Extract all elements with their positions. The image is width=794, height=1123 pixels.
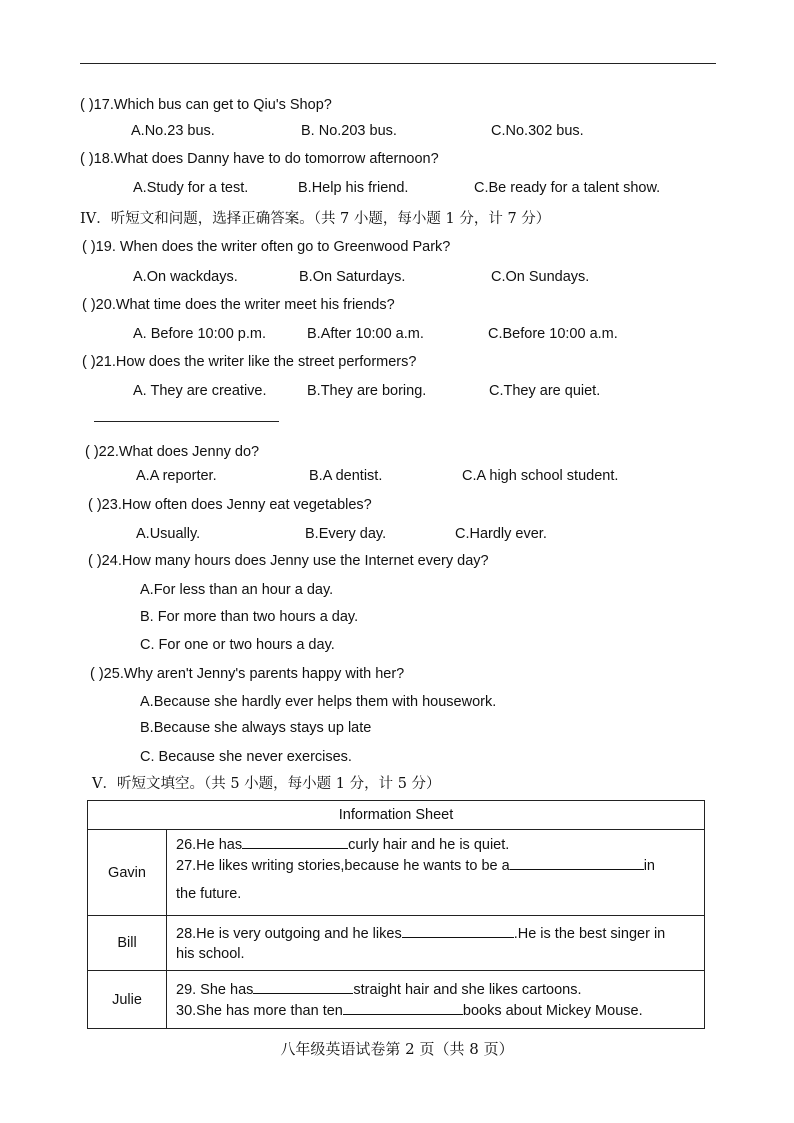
q19-option-c: C.On Sundays. [491,269,590,285]
line-28-cont: his school. [176,945,245,962]
question-22: ( )22.What does Jenny do? [85,444,260,460]
blank-29[interactable] [253,979,353,994]
table-title: Information Sheet [88,801,705,830]
q22-option-b: B.A dentist. [309,468,383,484]
question-20: ( )20.What time does the writer meet his friends? [82,297,395,313]
table-row-gavin [88,830,705,916]
question-23: ( )23.How often does Jenny eat vegetables? [88,497,372,513]
q24-option-c: C. For one or two hours a day. [140,637,335,653]
q25-option-b: B.Because she always stays up late [140,720,372,736]
line-30-end: books about Mickey Mouse. [462,1002,643,1019]
q25-option-a: A.Because she hardly ever helps them with housework. [140,694,497,710]
q23-option-c: C.Hardly ever. [455,526,547,542]
information-sheet-table [87,800,705,1029]
q21-option-c: C.They are quiet. [489,383,601,399]
q24-option-a: A.For less than an hour a day. [140,582,334,598]
blank-30[interactable] [343,1000,463,1015]
name-julie: Julie [88,971,167,1029]
blank-26[interactable] [242,834,348,849]
table-row-julie [88,971,705,1029]
q17-option-a: A.No.23 bus. [131,123,215,139]
question-18: ( )18.What does Danny have to do tomorrow afternoon? [80,151,439,167]
question-25: ( )25.Why aren't Jenny's parents happy with her? [90,666,405,682]
line-26-start: 26.He has [176,836,243,853]
name-gavin: Gavin [88,830,167,916]
blank-28[interactable] [402,923,514,938]
q24-option-b: B. For more than two hours a day. [140,609,359,625]
line-28-start: 28.He is very outgoing and he likes [176,925,402,942]
q20-option-c: C.Before 10:00 a.m. [488,326,618,342]
q19-option-b: B.On Saturdays. [299,269,406,285]
blank-27[interactable] [510,855,644,870]
q17-option-c: C.No.302 bus. [491,123,584,139]
separator-line [94,421,279,422]
section-4-heading: IV．听短文和问题，选择正确答案。（共 7 小题，每小题 1 分，计 7 分） [80,211,551,227]
question-21: ( )21.How does the writer like the street performers? [82,354,417,370]
page-footer: 八年级英语试卷第 2 页（共 8 页） [280,1040,514,1058]
line-28-end: .He is the best singer in [513,925,666,942]
line-27-cont: the future. [176,885,242,902]
question-17: ( )17.Which bus can get to Qiu's Shop? [80,97,332,113]
q21-option-b: B.They are boring. [307,383,427,399]
q22-option-c: C.A high school student. [462,468,619,484]
line-30-start: 30.She has more than ten [176,1002,343,1019]
table-row-bill [88,916,705,971]
q18-option-a: A.Study for a test. [133,180,249,196]
section-5-heading: V．听短文填空。（共 5 小题，每小题 1 分，计 5 分） [92,776,441,792]
q20-option-a: A. Before 10:00 p.m. [133,326,266,342]
line-27-start: 27.He likes writing stories,because he wants to be a [176,857,510,874]
q23-option-b: B.Every day. [305,526,387,542]
line-26-end: curly hair and he is quiet. [348,836,510,853]
line-27-end: in [643,857,655,874]
q20-option-b: B.After 10:00 a.m. [307,326,424,342]
question-19: ( )19. When does the writer often go to Greenwood Park? [82,239,451,255]
question-24: ( )24.How many hours does Jenny use the Internet every day? [88,553,489,569]
q21-option-a: A. They are creative. [133,383,267,399]
top-rule [80,63,716,64]
name-bill: Bill [88,916,167,971]
q22-option-a: A.A reporter. [136,468,217,484]
q17-option-b: B. No.203 bus. [301,123,397,139]
q19-option-a: A.On wackdays. [133,269,238,285]
q23-option-a: A.Usually. [136,526,201,542]
q25-option-c: C. Because she never exercises. [140,749,352,765]
line-29-end: straight hair and she likes cartoons. [353,981,582,998]
q18-option-c: C.Be ready for a talent show. [474,180,661,196]
q18-option-b: B.Help his friend. [298,180,409,196]
line-29-start: 29. She has [176,981,254,998]
